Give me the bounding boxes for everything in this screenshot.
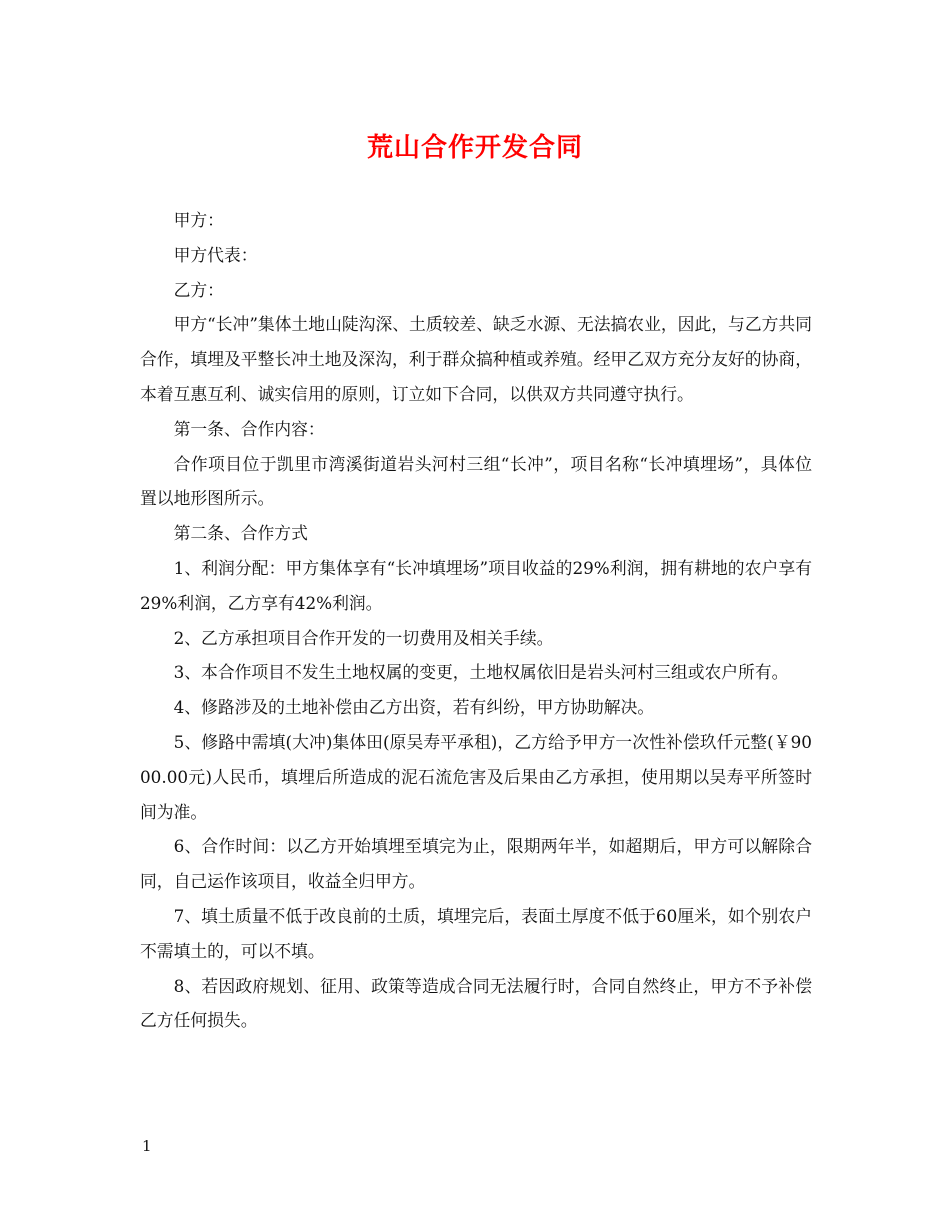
clause-8-termination: 8、若因政府规划、征用、政策等造成合同无法履行时，合同自然终止，甲方不予补偿乙方任何损失。 bbox=[140, 975, 812, 1031]
page-number: 1 bbox=[142, 1137, 152, 1155]
clause-7-soil-quality: 7、填土质量不低于改良前的土质，填埋完后，表面土厚度不低于60厘米，如个别农户不需填土的，可以不填。 bbox=[140, 905, 812, 961]
article-2-heading: 第二条、合作方式 bbox=[173, 523, 308, 544]
document-body bbox=[140, 203, 812, 1038]
clause-5-field-compensation: 5、修路中需填(大冲)集体田(原吴寿平承租)，乙方给予甲方一次性补偿玖仟元整(￥9000.00元)人民币，填埋后所造成的泥石流危害及后果由乙方承担，使用期以吴寿平所签时间为准。 bbox=[140, 731, 812, 822]
article-1-heading: 第一条、合作内容： bbox=[173, 418, 325, 439]
preamble-paragraph: 甲方“长冲”集体土地山陡沟深、土质较差、缺乏水源、无法搞农业，因此，与乙方共同合作，填埋及平整长冲土地及深沟，利于群众搞种植或养殖。经甲乙双方充分友好的协商，本着互惠互利、诚实信用的原则，订立如下合同，以供双方共同遵守执行。 bbox=[140, 314, 812, 404]
party-a-line: 甲方： bbox=[173, 210, 224, 230]
party-a-representative-line: 甲方代表： bbox=[173, 244, 258, 265]
clause-6-duration: 6、合作时间：以乙方开始填埋至填完为止，限期两年半，如超期后，甲方可以解除合同，自己运作该项目，收益全归甲方。 bbox=[140, 836, 812, 892]
clause-4-road-compensation: 4、修路涉及的土地补偿由乙方出资，若有纠纷，甲方协助解决。 bbox=[173, 697, 655, 718]
clause-3-land-ownership: 3、本合作项目不发生土地权属的变更，土地权属依旧是岩头河村三组或农户所有。 bbox=[173, 662, 789, 683]
clause-1-profit-distribution: 1、利润分配：甲方集体享有“长冲填埋场”项目收益的29%利润，拥有耕地的农户享有29%利润，乙方享有42%利润。 bbox=[140, 557, 812, 613]
article-1-content: 合作项目位于凯里市湾溪街道岩头河村三组“长冲”，项目名称“长冲填埋场”，具体位置以地形图所示。 bbox=[140, 453, 812, 509]
party-b-line: 乙方： bbox=[173, 279, 224, 300]
document-title: 荒山合作开发合同 bbox=[366, 133, 583, 163]
clause-2-costs: 2、乙方承担项目合作开发的一切费用及相关手续。 bbox=[173, 627, 554, 648]
